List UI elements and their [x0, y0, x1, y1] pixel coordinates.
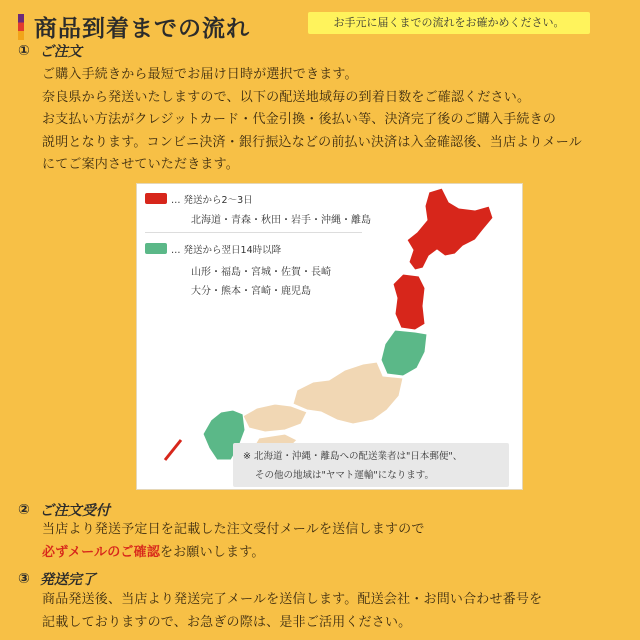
step-1-body [42, 64, 582, 177]
step-3-title: 発送完了 [39, 572, 96, 588]
step-2-number: ② [18, 502, 30, 518]
page-header [18, 10, 250, 43]
step-2-heading [18, 500, 110, 520]
map-carrier-note [233, 443, 509, 487]
map-region-hokkaido [407, 188, 493, 270]
step-3-line: 記載しておりますので、お急ぎの際は、是非ご活用ください。 [42, 614, 412, 630]
step-2-line-rest: をお願いします。 [160, 544, 265, 560]
title-accent-bar [18, 14, 24, 40]
map-region-tohoku-south [381, 330, 427, 376]
step-1-line: お支払い方法がクレジットカード・代金引換・後払い等、決済完了後のご購入手続きの [42, 112, 557, 127]
legend-divider [145, 232, 362, 233]
map-region-okinawa [165, 440, 181, 460]
step-1-line: にてご案内させていただきます。 [42, 157, 239, 172]
step-3-line: 商品発送後、当店より発送完了メールを送信します。配送会社・お問い合わせ番号を [42, 592, 543, 607]
map-note-line: その他の地域は"ヤマト運輸"になります。 [255, 470, 434, 481]
step-3-body [42, 589, 542, 634]
step-2-title: ご注文受付 [39, 503, 110, 519]
page-title: 商品到着までの流れ [34, 16, 250, 42]
map-region-chugoku [243, 404, 307, 432]
step-2-body [42, 519, 425, 564]
legend-swatch-green [145, 243, 167, 254]
step-1-heading [18, 41, 82, 61]
legend-areas-next-day-1: 山形・福島・宮城・佐賀・長崎 [191, 267, 331, 278]
legend-areas-2-3-days: 北海道・青森・秋田・岩手・沖縄・離島 [191, 215, 371, 226]
step-3-number: ③ [18, 571, 30, 587]
step-1-line: 奈良県から発送いたしますので、以下の配送地域毎の到着日数をご確認ください。 [42, 89, 531, 105]
step-1-line: 説明となります。コンビニ決済・銀行振込などの前払い決済は入金確認後、当店よりメール [42, 134, 582, 150]
step-2-line: 当店より発送予定日を記載した注文受付メールを送信しますので [42, 522, 425, 537]
legend-label-2-3-days: … 発送から2〜3日 [171, 195, 253, 206]
legend-swatch-red [145, 193, 167, 204]
mail-check-emphasis: 必ずメールのご確認 [42, 544, 161, 560]
map-note-line: ※ 北海道・沖縄・離島への配送業者は"日本郵便"、 [243, 451, 463, 462]
title-note: お手元に届くまでの流れをお確かめください。 [308, 12, 590, 34]
step-1-line: ご購入手続きから最短でお届け日時が選択できます。 [42, 67, 358, 82]
map-region-tohoku-north [393, 274, 425, 330]
legend-label-next-day: … 発送から翌日14時以降 [171, 245, 282, 256]
step-1-title: ご注文 [39, 44, 82, 60]
delivery-map-card [136, 183, 523, 490]
legend-areas-next-day-2: 大分・熊本・宮崎・鹿児島 [191, 286, 311, 297]
step-3-heading [18, 569, 96, 589]
step-1-number: ① [18, 43, 30, 59]
step-2-line [42, 542, 425, 565]
